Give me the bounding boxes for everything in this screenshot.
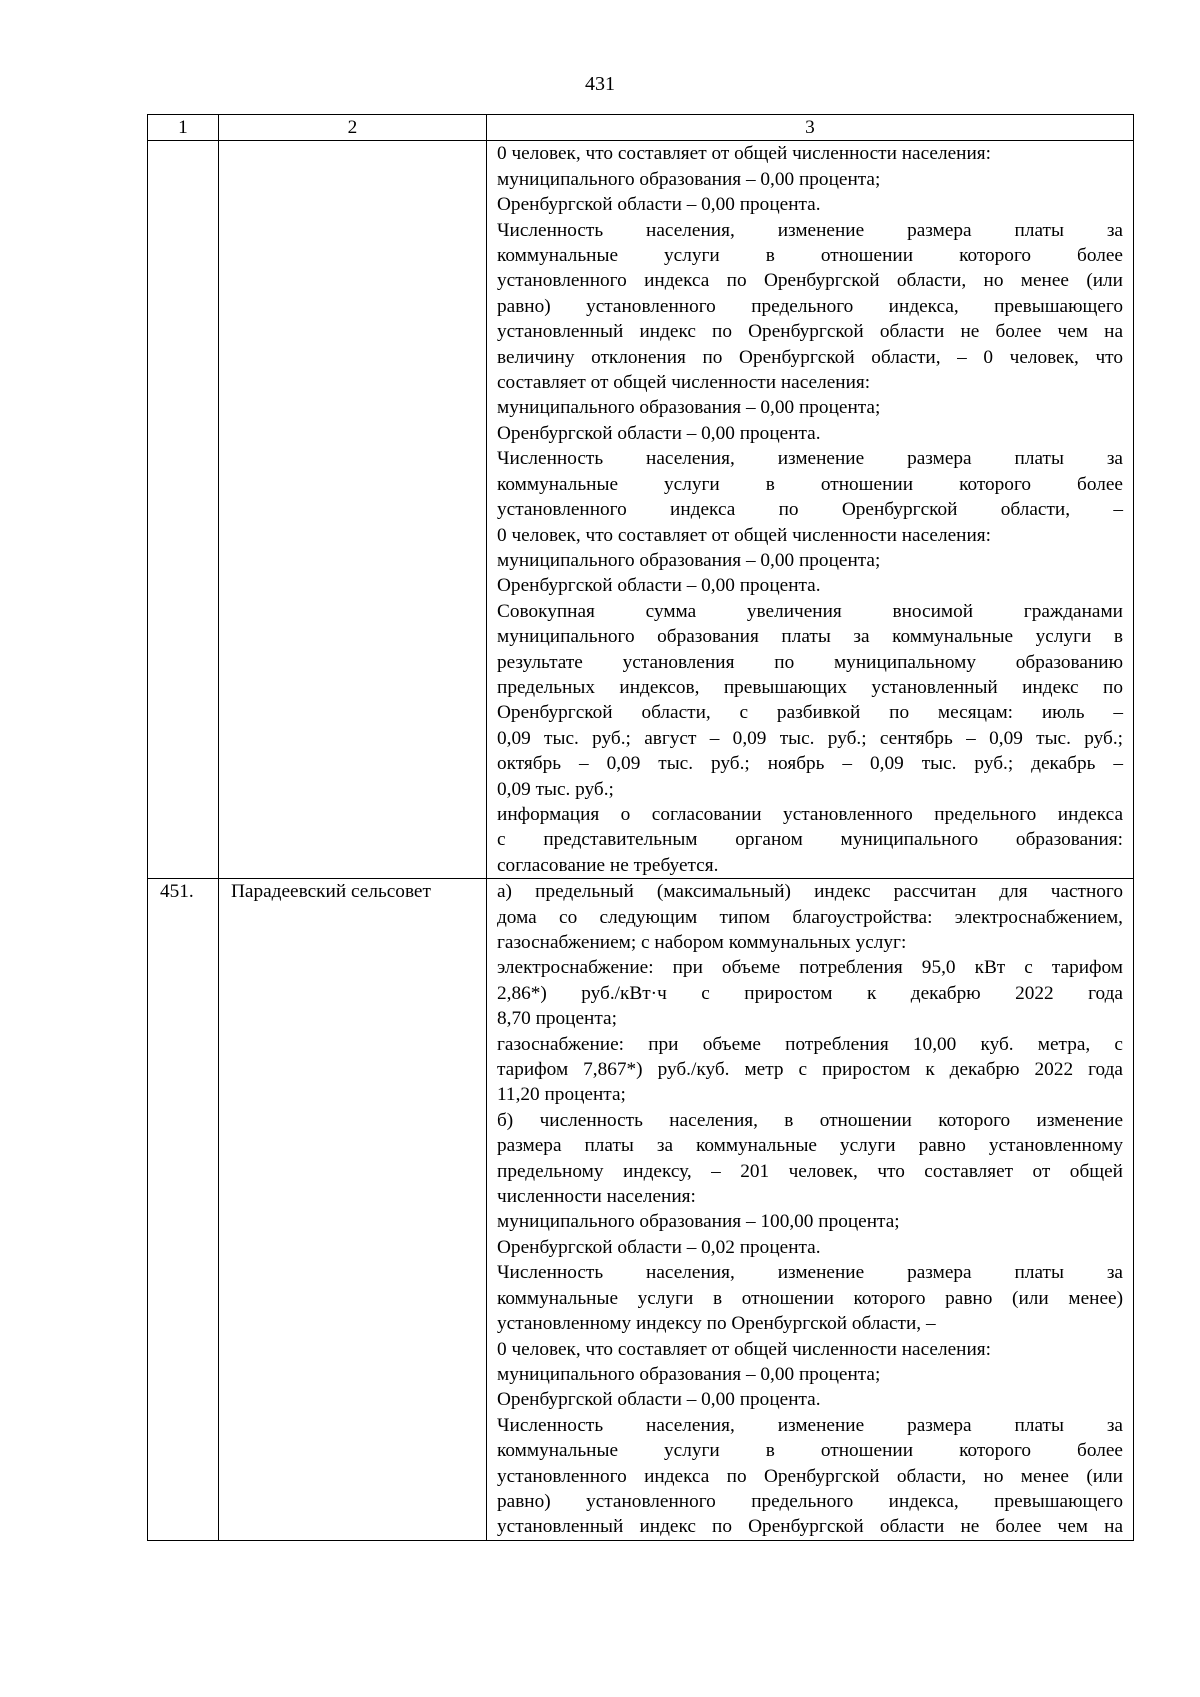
text-line: предельных индексов, превышающих установленный индекс по [497, 676, 1123, 698]
municipality-name-cell [219, 141, 487, 879]
text-line: Оренбургской области – 0,00 процента. [497, 575, 821, 597]
document-table [147, 114, 1134, 1541]
text-line: величину отклонения по Оренбургской области, – 0 человек, что [497, 346, 1123, 368]
text-line: муниципального образования – 0,00 процента; [497, 168, 881, 190]
row-number-cell [148, 141, 219, 879]
text-line: Совокупная сумма увеличения вносимой гражданами [497, 600, 1123, 622]
text-line: Численность населения, изменение размера платы за [497, 1414, 1123, 1436]
text-line: коммунальные услуги в отношении которого более [497, 1440, 1123, 1462]
text-line: Численность населения, изменение размера платы за [497, 1262, 1123, 1284]
text-line: 8,70 процента; [497, 1008, 617, 1030]
municipality-name-cell: Парадеевский сельсовет [219, 879, 487, 1541]
text-line: Оренбургской области, с разбивкой по месяцам: июль – [497, 702, 1123, 724]
text-line: 0,09 тыс. руб.; август – 0,09 тыс. руб.; сентябрь – 0,09 тыс. руб.; [497, 727, 1123, 749]
text-line: газоснабжением; с набором коммунальных услуг: [497, 932, 907, 953]
text-line: установленного индекса по Оренбургской области, но менее (или [497, 1465, 1123, 1487]
text-line: Оренбургской области – 0,00 процента. [497, 422, 821, 444]
text-line: тарифом 7,867*) руб./куб. метр с приростом к декабрю 2022 года [497, 1059, 1123, 1081]
row-number-cell: 451. [148, 879, 219, 1541]
text-line: муниципального образования – 0,00 процента; [497, 549, 881, 571]
text-line: равно) установленного предельного индекса, превышающего [497, 295, 1123, 317]
text-line: установленного индекса по Оренбургской области, – [497, 499, 1123, 521]
text-line: численности населения: [497, 1186, 696, 1208]
text-line: муниципального образования – 100,00 процента; [497, 1211, 900, 1233]
table-header-row [148, 115, 1134, 141]
text-line: предельному индексу, – 201 человек, что составляет от общей [497, 1160, 1123, 1182]
description-cell [487, 879, 1134, 1541]
description-cell [487, 141, 1134, 879]
text-line: равно) установленного предельного индекса, превышающего [497, 1490, 1123, 1512]
table-row [148, 141, 1134, 879]
text-line: муниципального образования – 0,00 процента; [497, 397, 881, 419]
header-col-1: 1 [148, 115, 219, 141]
text-line: дома со следующим типом благоустройства: электроснабжением, [497, 906, 1123, 928]
text-line: 11,20 процента; [497, 1084, 626, 1106]
text-line: 0,09 тыс. руб.; [497, 778, 614, 800]
text-line: Оренбургской области – 0,00 процента. [497, 1389, 821, 1411]
text-line: газоснабжение: при объеме потребления 10,00 куб. метра, с [497, 1033, 1123, 1055]
text-line: Оренбургской области – 0,02 процента. [497, 1236, 821, 1258]
text-line: согласование не требуется. [497, 854, 719, 876]
text-line: установленный индекс по Оренбургской области не более чем на [497, 1516, 1123, 1538]
text-line: 0 человек, что составляет от общей численности населения: [497, 1338, 991, 1360]
text-line: коммунальные услуги в отношении которого более [497, 245, 1123, 267]
text-line: октябрь – 0,09 тыс. руб.; ноябрь – 0,09 тыс. руб.; декабрь – [497, 753, 1123, 775]
text-line: муниципального образования – 0,00 процента; [497, 1363, 881, 1385]
text-line: 0 человек, что составляет от общей численности населения: [497, 524, 991, 546]
text-line: муниципального образования платы за коммунальные услуги в [497, 626, 1123, 648]
text-line: установленного индекса по Оренбургской области, но менее (или [497, 270, 1123, 292]
text-line: информация о согласовании установленного предельного индекса [497, 803, 1123, 825]
text-line: размера платы за коммунальные услуги равно установленному [497, 1135, 1123, 1157]
text-line: составляет от общей численности населения: [497, 372, 871, 394]
text-line: Оренбургской области – 0,00 процента. [497, 194, 821, 216]
table-row [148, 879, 1134, 1541]
text-line: установленному индексу по Оренбургской области, – [497, 1313, 936, 1335]
text-line: коммунальные услуги в отношении которого равно (или менее) [497, 1287, 1123, 1309]
text-line: коммунальные услуги в отношении которого более [497, 473, 1123, 495]
text-line: электроснабжение: при объеме потребления 95,0 кВт с тарифом [497, 957, 1123, 979]
text-line: а) предельный (максимальный) индекс рассчитан для частного [497, 881, 1123, 903]
text-line: установленный индекс по Оренбургской области не более чем на [497, 321, 1123, 343]
text-line: с представительным органом муниципального образования: [497, 829, 1123, 851]
text-line: Численность населения, изменение размера платы за [497, 219, 1123, 241]
page-number: 431 [585, 73, 615, 95]
header-col-3: 3 [487, 115, 1134, 141]
text-line: б) численность населения, в отношении которого изменение [497, 1109, 1123, 1131]
text-line: Численность населения, изменение размера платы за [497, 448, 1123, 470]
header-col-2: 2 [219, 115, 487, 141]
text-line: 0 человек, что составляет от общей численности населения: [497, 143, 991, 165]
text-line: 2,86*) руб./кВт·ч с приростом к декабрю 2022 года [497, 982, 1123, 1004]
text-line: результате установления по муниципальному образованию [497, 651, 1123, 673]
